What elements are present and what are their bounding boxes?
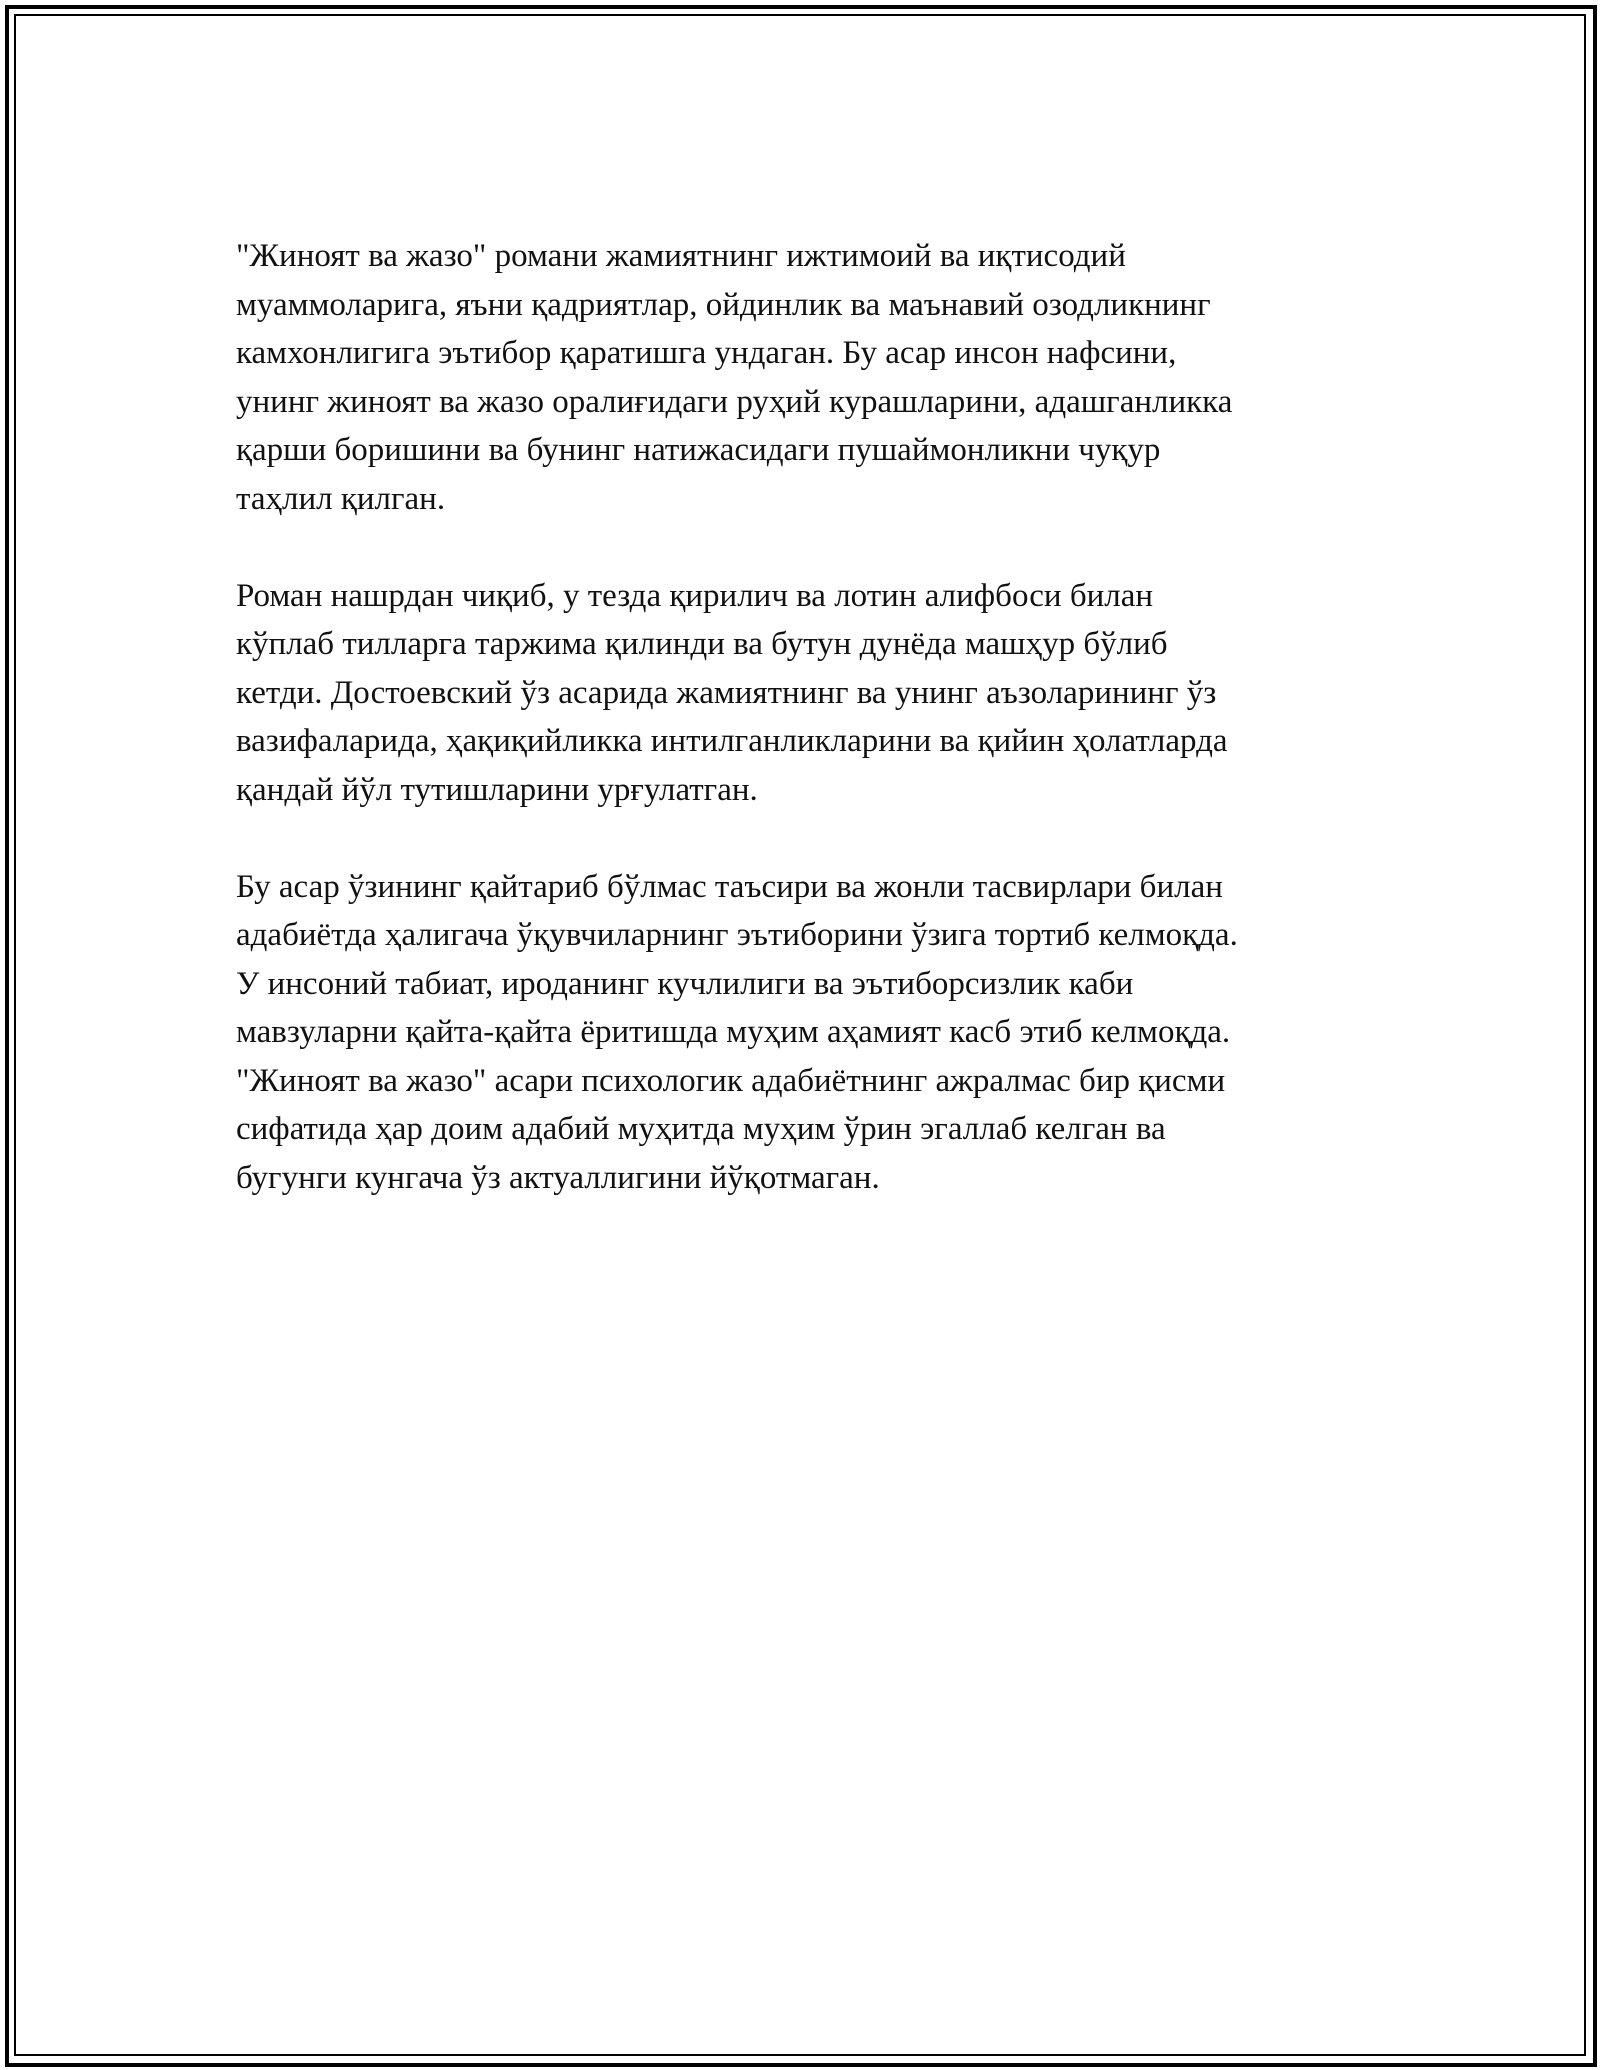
text-line: У инсоний табиат, ироданинг кучлилиги ва эътиборсизлик каби — [236, 965, 1134, 1002]
paragraph-1 — [236, 232, 1376, 523]
text-line: адабиётда ҳалигача ўқувчиларнинг эътиборини ўзига тортиб келмоқда. — [236, 917, 1238, 953]
text-line: қарши боришини ва бунинг натижасидаги пушаймонликни чуқур — [236, 432, 1161, 468]
text-line: унинг жиноят ва жазо оралиғидаги руҳий курашларини, адашганликка — [236, 383, 1233, 420]
text-line: "Жиноят ва жазо" асари психологик адабиётнинг ажралмас бир қисми — [236, 1062, 1226, 1099]
text-line: камхонлигига эътибор қаратишга ундаган. Бу асар инсон нафсини, — [236, 335, 1177, 371]
text-line: "Жиноят ва жазо" романи жамиятнинг ижтимоий ва иқтисодий — [236, 238, 1126, 274]
text-line: Бу асар ўзининг қайтариб бўлмас таъсири ва жонли тасвирлари билан — [236, 868, 1223, 905]
text-line: вазифаларида, ҳақиқийликка интилганликларини ва қийин ҳолатларда — [236, 723, 1228, 759]
text-line: Роман нашрдан чиқиб, у тезда қирилич ва лотин алифбоси билан — [236, 577, 1154, 614]
text-line: кўплаб тилларга таржима қилинди ва бутун дунёда машҳур бўлиб — [236, 626, 1168, 662]
paragraph-3 — [236, 863, 1376, 1203]
paragraph-2 — [236, 572, 1376, 815]
text-line: таҳлил қилган. — [236, 480, 446, 517]
document-body — [236, 232, 1376, 1251]
text-line: кетди. Достоевский ўз асарида жамиятнинг ва унинг аъзоларининг ўз — [236, 674, 1217, 711]
text-line: сифатида ҳар доим адабий муҳитда муҳим ўрин эгаллаб келган ва — [236, 1111, 1166, 1147]
text-line: қандай йўл тутишларини урғулатган. — [236, 771, 758, 808]
text-line: мавзуларни қайта-қайта ёритишда муҳим аҳамият касб этиб келмоқда. — [236, 1014, 1231, 1050]
text-line: муаммоларига, яъни қадриятлар, ойдинлик ва маънавий озодликнинг — [236, 286, 1211, 323]
text-line: бугунги кунгача ўз актуаллигини йўқотмаган. — [236, 1159, 880, 1196]
